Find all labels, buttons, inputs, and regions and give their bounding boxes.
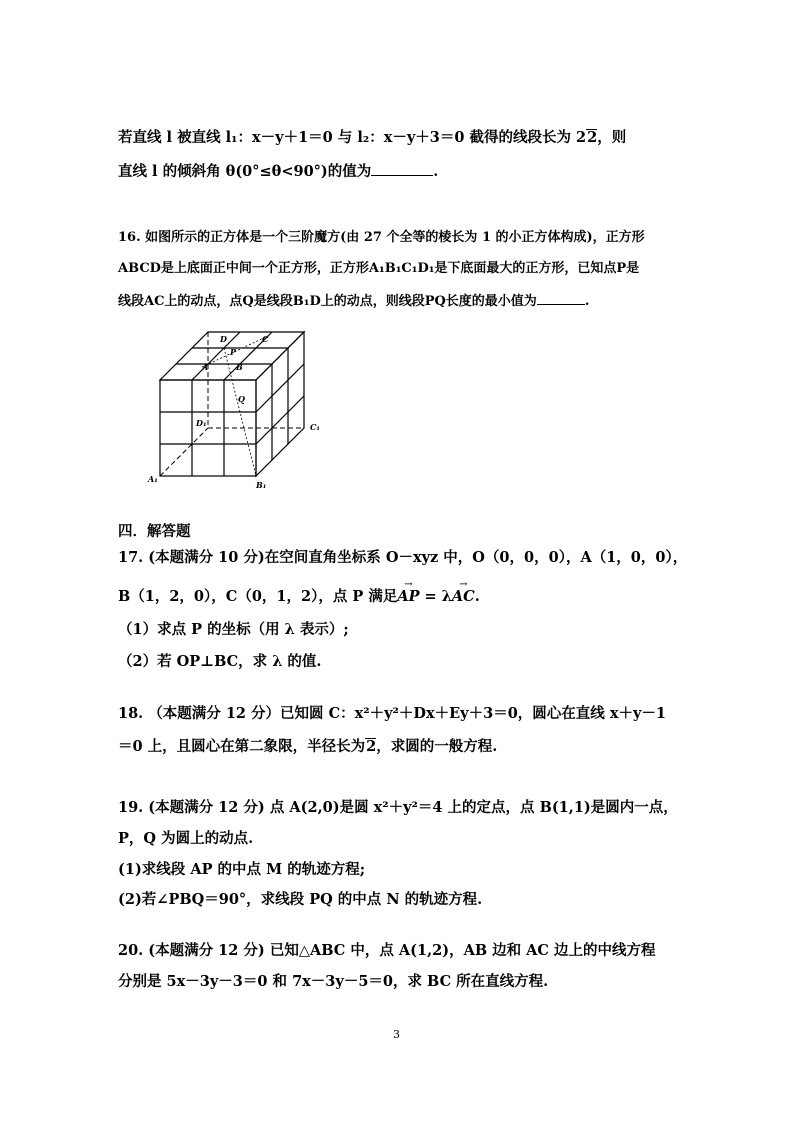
q19-line1: 19. (本题满分 12 分) 点 A(2,0)是圆 x²＋y²＝4 上的定点，点 B(1,1)是圆内一点，: [118, 799, 678, 816]
section-heading: 四．解答题: [118, 523, 191, 540]
q16-line1: 16. 如图所示的正方体是一个三阶魔方(由 27 个全等的棱长为 1 的小正方体构成)，正方形: [118, 230, 645, 245]
q17-part2: （2）若 OP⊥BC，求 λ 的值.: [118, 653, 322, 670]
label-C1: C₁: [310, 422, 320, 432]
q18-line2: ＝0 上，且圆心在第二象限，半径长为2，求圆的一般方程.: [118, 738, 498, 755]
label-A1: A₁: [148, 474, 158, 484]
label-Q: Q: [238, 394, 245, 404]
vector-AC: → AC: [452, 587, 475, 607]
label-P: P: [230, 347, 237, 357]
q17-line2: B（1，2，0），C（0，1，2），点 P 满足→ AP = λ→ AC.: [118, 587, 480, 607]
q20-line2: 分别是 5x－3y－3＝0 和 7x－3y－5＝0，求 BC 所在直线方程.: [118, 973, 549, 990]
q17-line1: 17. (本题满分 10 分)在空间直角坐标系 O－xyz 中，O（0，0，0），A（1，0，0），: [118, 549, 688, 566]
vector-AP: → AP: [397, 587, 419, 607]
answer-blank: [537, 290, 585, 305]
q16-line3: 线段AC上的动点，点Q是线段B₁D上的动点，则线段PQ长度的最小值为 .: [118, 290, 589, 312]
label-D: D: [220, 334, 227, 344]
sqrt-2: 2: [366, 738, 377, 755]
label-C: C: [262, 334, 269, 344]
q15-line1: 若直线 l 被直线 l₁：x－y＋1＝0 与 l₂：x－y＋3＝0 截得的线段长为 22，则: [118, 129, 627, 146]
q19-part2: (2)若∠PBQ＝90°，求线段 PQ 的中点 N 的轨迹方程.: [118, 891, 483, 908]
label-D1: D₁: [196, 418, 207, 428]
q20-line1: 20. (本题满分 12 分) 已知△ABC 中，点 A(1,2)，AB 边和 AC 边上的中线方程: [118, 942, 656, 959]
q19-line2: P，Q 为圆上的动点.: [118, 830, 254, 847]
q17-part1: （1）求点 P 的坐标（用 λ 表示）;: [118, 621, 349, 638]
q18-line1: 18. （本题满分 12 分）已知圆 C：x²＋y²＋Dx＋Ey＋3＝0，圆心在直线 x＋y－1: [118, 705, 666, 722]
q15-line2: 直线 l 的倾斜角 θ(0°≤θ<90°)的值为 .: [118, 163, 439, 180]
sqrt-2: 2: [587, 129, 598, 146]
label-A: A: [202, 362, 209, 372]
q16-line2: ABCD是上底面正中间一个正方形，正方形A₁B₁C₁D₁是下底面最大的正方形，已知点P是: [118, 261, 640, 276]
page-number: 3: [393, 1028, 400, 1041]
rubiks-cube-figure: [146, 330, 346, 490]
answer-blank: [371, 161, 433, 176]
label-B1: B₁: [256, 480, 267, 490]
label-B: B: [236, 362, 243, 372]
q19-part1: (1)求线段 AP 的中点 M 的轨迹方程;: [118, 861, 366, 878]
